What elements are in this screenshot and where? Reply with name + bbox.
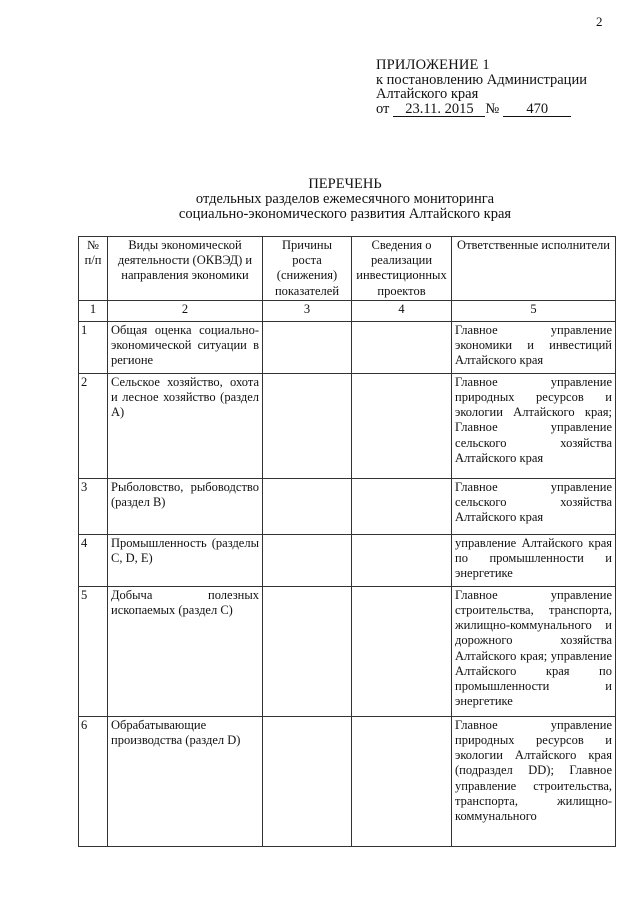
decree-date: 23.11. 2015 (393, 102, 485, 117)
appendix-title: ПРИЛОЖЕНИЕ 1 (376, 57, 490, 73)
table-row (79, 373, 616, 478)
appendix-block (376, 58, 587, 117)
row-number: 6 (79, 716, 108, 846)
row-reasons (263, 716, 352, 846)
row-activity: Добыча полезных ископаемых (раздел С) (108, 586, 263, 716)
row-activity: Рыболовство, рыбоводство (раздел В) (108, 478, 263, 534)
heading-title: ПЕРЕЧЕНЬ (308, 176, 382, 192)
row-reasons (263, 478, 352, 534)
number-sign: № (485, 100, 500, 117)
table-row (79, 534, 616, 586)
column-number: 1 (79, 300, 108, 321)
table-row (79, 321, 616, 373)
row-investments (352, 586, 452, 716)
header-responsible: Ответственные исполнители (452, 237, 616, 301)
row-number: 5 (79, 586, 108, 716)
table-header-row (79, 237, 616, 301)
row-activity: Сельское хозяйство, охота и лесное хозяйство (раздел А) (108, 373, 263, 478)
row-responsible: Главное управление природных ресурсов и экологии Алтайского края (подраздел DD); Главное управление строительства, транспорта, жилищно-коммунального (452, 716, 616, 846)
row-investments (352, 373, 452, 478)
row-responsible: управление Алтайского края по промышленности и энергетике (452, 534, 616, 586)
row-investments (352, 716, 452, 846)
column-numbers-row (79, 300, 616, 321)
decree-number: 470 (503, 102, 571, 117)
row-responsible: Главное управление сельского хозяйства Алтайского края (452, 478, 616, 534)
row-number: 2 (79, 373, 108, 478)
heading-subtitle-2: социально-экономического развития Алтайского края (178, 206, 512, 222)
row-investments (352, 321, 452, 373)
monitoring-table (78, 236, 616, 847)
row-reasons (263, 586, 352, 716)
header-number: № п/п (79, 237, 108, 301)
row-activity: Общая оценка социально-экономической ситуации в регионе (108, 321, 263, 373)
document-heading (0, 177, 640, 222)
from-label: от (376, 100, 390, 117)
row-activity: Промышленность (разделы C, D, E) (108, 534, 263, 586)
appendix-line-2: Алтайского края (376, 86, 479, 102)
row-number: 4 (79, 534, 108, 586)
header-reasons: Причины роста (снижения) показателей (263, 237, 352, 301)
table-row (79, 716, 616, 846)
column-number: 2 (108, 300, 263, 321)
row-investments (352, 534, 452, 586)
table-row (79, 586, 616, 716)
row-reasons (263, 534, 352, 586)
appendix-line-1: к постановлению Администрации (376, 71, 587, 88)
header-activity: Виды экономической деятельности (ОКВЭД) и направления экономики (108, 237, 263, 301)
column-number: 5 (452, 300, 616, 321)
row-activity: Обрабатывающие производства (раздел D) (108, 716, 263, 846)
heading-subtitle-1: отдельных разделов ежемесячного мониторинга (195, 191, 495, 207)
appendix-date-line (376, 102, 587, 117)
row-responsible: Главное управление экономики и инвестиций Алтайского края (452, 321, 616, 373)
row-responsible: Главное управление строительства, транспорта, жилищно-коммунального и дорожного хозяйства Алтайского края; управление Алтайского края по промышленности и энергетике (452, 586, 616, 716)
row-number: 1 (79, 321, 108, 373)
row-reasons (263, 373, 352, 478)
page-number: 2 (596, 14, 603, 29)
column-number: 4 (352, 300, 452, 321)
column-number: 3 (263, 300, 352, 321)
row-responsible: Главное управление природных ресурсов и экологии Алтайского края; Главное управление сельского хозяйства Алтайского края (452, 373, 616, 478)
header-investments: Сведения о реализации инвестиционных проектов (352, 237, 452, 301)
table-row (79, 478, 616, 534)
row-number: 3 (79, 478, 108, 534)
row-investments (352, 478, 452, 534)
row-reasons (263, 321, 352, 373)
